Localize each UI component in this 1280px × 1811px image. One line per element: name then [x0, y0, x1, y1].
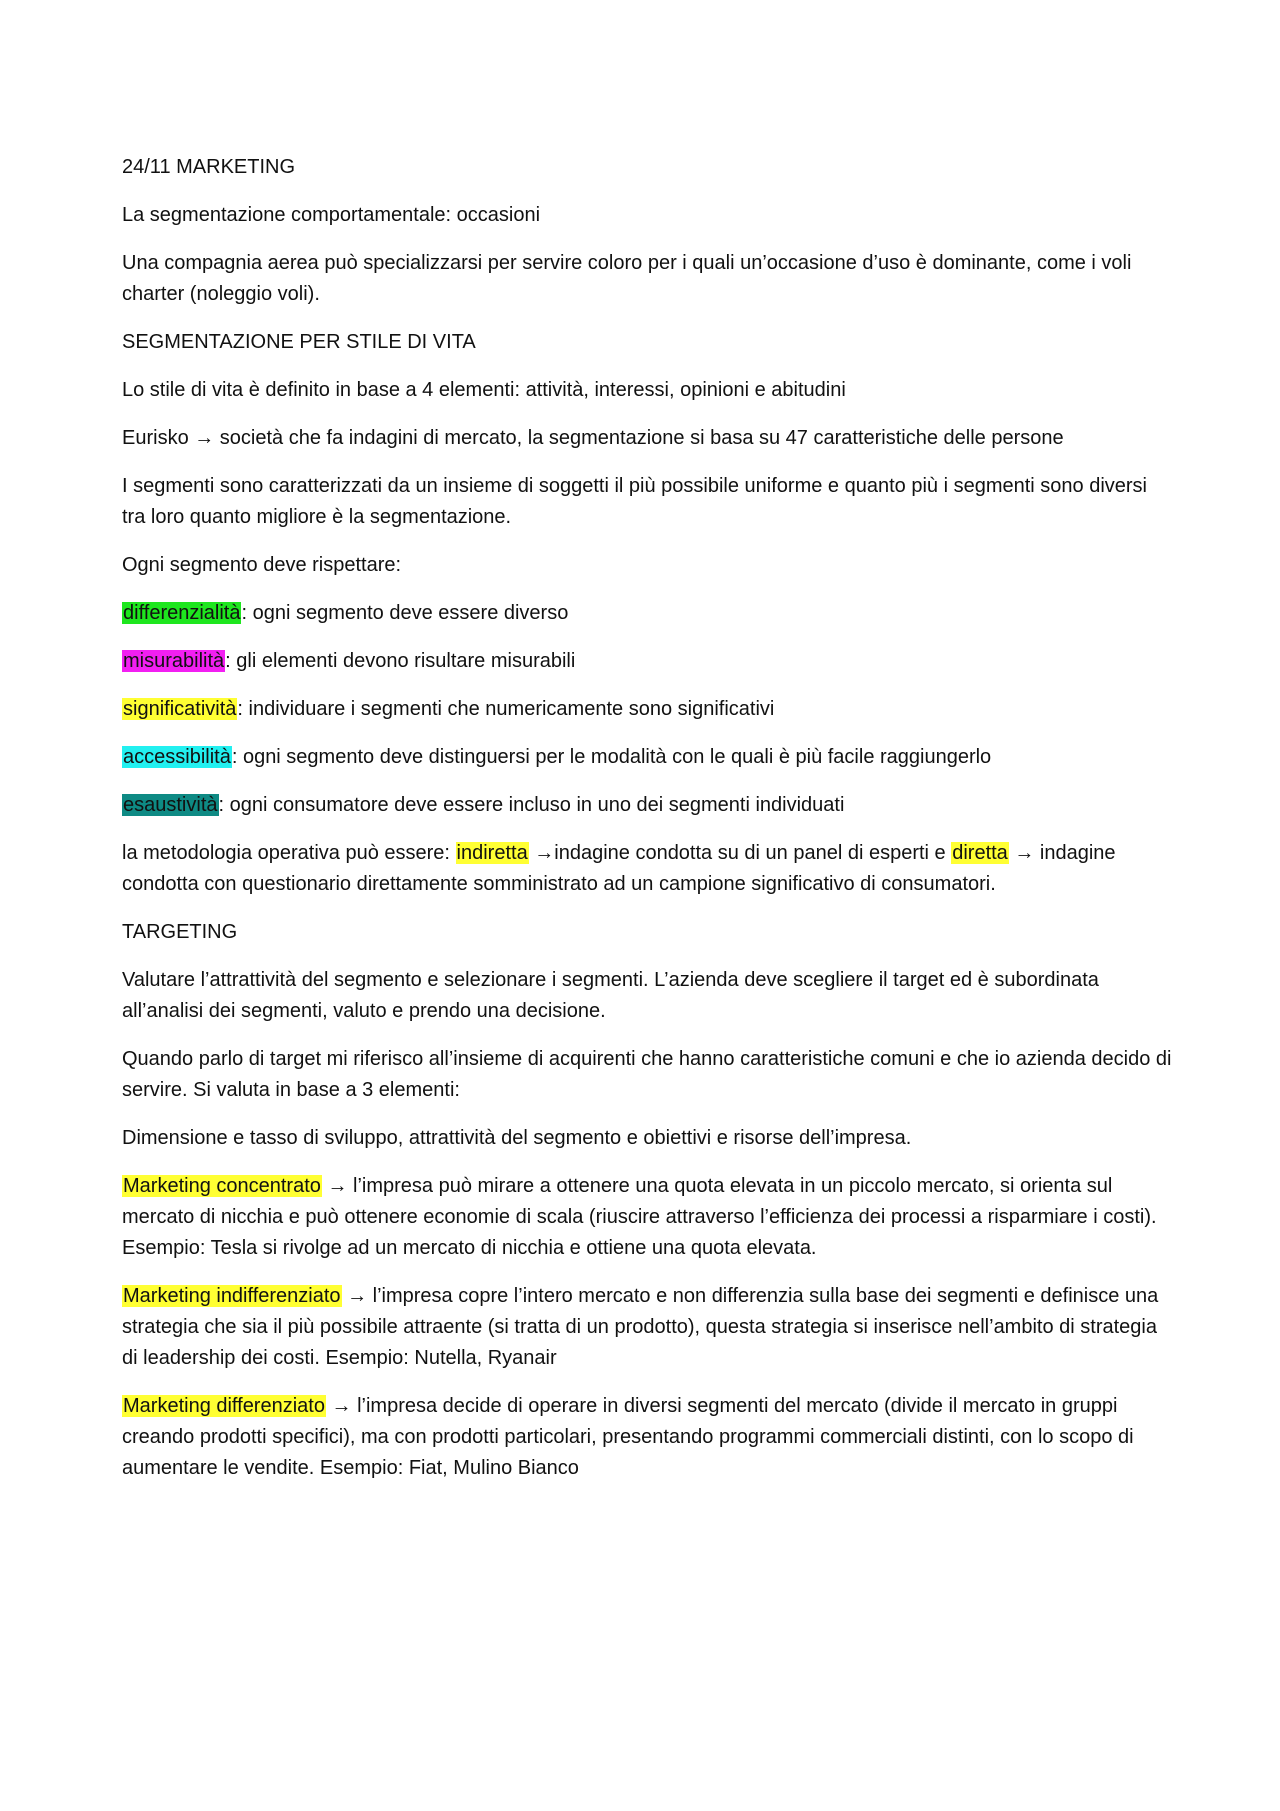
criterion-text: : individuare i segmenti che numericamente sono significativi	[237, 698, 775, 720]
paragraph-dimensione: Dimensione e tasso di sviluppo, attrattività del segmento e obiettivi e risorse dell’impresa.	[122, 1127, 912, 1149]
heading-stile-di-vita: SEGMENTAZIONE PER STILE DI VITA	[122, 331, 476, 353]
marketing-text: → l’impresa può mirare a ottenere una quota elevata in un piccolo mercato, si orienta sul mercato di nicchia e può ottenere economie di scala (riuscire attraverso l’efficienza dei processi a risparmiare i costi). Esempio: Tesla si rivolge ad un mercato di nicchia e ottiene una quota elevata.	[122, 1175, 1157, 1259]
marketing-differenziato	[122, 1391, 1172, 1484]
highlight-term: significatività	[123, 698, 237, 720]
criterion-text: : ogni segmento deve essere diverso	[241, 602, 569, 624]
paragraph-target: Quando parlo di target mi riferisco all’insieme di acquirenti che hanno caratteristiche comuni e che io azienda decido di servire. Si valuta in base a 3 elementi:	[122, 1048, 1172, 1101]
criterion-text: : ogni segmento deve distinguersi per le modalità con le quali è più facile raggiungerlo	[231, 746, 992, 768]
paragraph-eurisko: Eurisko → società che fa indagini di mercato, la segmentazione si basa su 47 caratteristiche delle persone	[122, 427, 1064, 449]
metodologia-text-c: → indagine condotta con questionario direttamente somministrato ad un campione significativo di consumatori.	[122, 842, 1116, 895]
doc-title: 24/11 MARKETING	[122, 156, 296, 178]
marketing-text: → l’impresa decide di operare in diversi segmenti del mercato (divide il mercato in gruppi creando prodotti specifici), ma con prodotti particolari, presentando programmi commerciali distinti, con lo scopo di aumentare le vendite. Esempio: Fiat, Mulino Bianco	[122, 1395, 1134, 1479]
highlight-term: differenzialità	[123, 602, 241, 624]
marketing-text: → l’impresa copre l’intero mercato e non differenzia sulla base dei segmenti e definisce una strategia che sia il più possibile attraente (si tratta di un prodotto), questa strategia si inserisce nell’ambito di strategia di leadership dei costi. Esempio: Nutella, Ryanair	[122, 1285, 1159, 1369]
criterion-misurabilita	[122, 646, 1172, 677]
marketing-concentrato	[122, 1171, 1172, 1264]
highlight-term: Marketing concentrato	[123, 1175, 321, 1197]
highlight-term: esaustività	[123, 794, 218, 816]
metodologia-text-a: la metodologia operativa può essere:	[122, 842, 456, 864]
criterion-differenzialita	[122, 598, 1172, 629]
paragraph-segmenti: I segmenti sono caratterizzati da un insieme di soggetti il più possibile uniforme e quanto più i segmenti sono diversi tra loro quanto migliore è la segmentazione.	[122, 475, 1147, 528]
criterion-significativita	[122, 694, 1172, 725]
highlight-term: misurabilità	[123, 650, 225, 672]
highlight-diretta: diretta	[952, 842, 1008, 864]
paragraph-compagnia: Una compagnia aerea può specializzarsi per servire coloro per i quali un’occasione d’uso è dominante, come i voli charter (noleggio voli).	[122, 252, 1132, 305]
highlight-term: Marketing differenziato	[123, 1395, 325, 1417]
paragraph-metodologia	[122, 838, 1172, 900]
paragraph-rispettare: Ogni segmento deve rispettare:	[122, 554, 402, 576]
criterion-accessibilita	[122, 742, 1172, 773]
document-page	[122, 152, 1172, 1501]
metodologia-text-b: →indagine condotta su di un panel di esperti e	[528, 842, 952, 864]
criterion-esaustivita	[122, 790, 1172, 821]
criterion-text: : ogni consumatore deve essere incluso in uno dei segmenti individuati	[218, 794, 845, 816]
highlight-term: Marketing indifferenziato	[123, 1285, 341, 1307]
paragraph-stile: Lo stile di vita è definito in base a 4 elementi: attività, interessi, opinioni e abitudini	[122, 379, 846, 401]
highlight-indiretta: indiretta	[456, 842, 528, 864]
heading-targeting: TARGETING	[122, 921, 238, 943]
criterion-text: : gli elementi devono risultare misurabili	[225, 650, 576, 672]
paragraph-valutare: Valutare l’attrattività del segmento e selezionare i segmenti. L’azienda deve scegliere il target ed è subordinata all’analisi dei segmenti, valuto e prendo una decisione.	[122, 969, 1099, 1022]
marketing-indifferenziato	[122, 1281, 1172, 1374]
highlight-term: accessibilità	[123, 746, 231, 768]
paragraph-occasioni: La segmentazione comportamentale: occasioni	[122, 204, 541, 226]
